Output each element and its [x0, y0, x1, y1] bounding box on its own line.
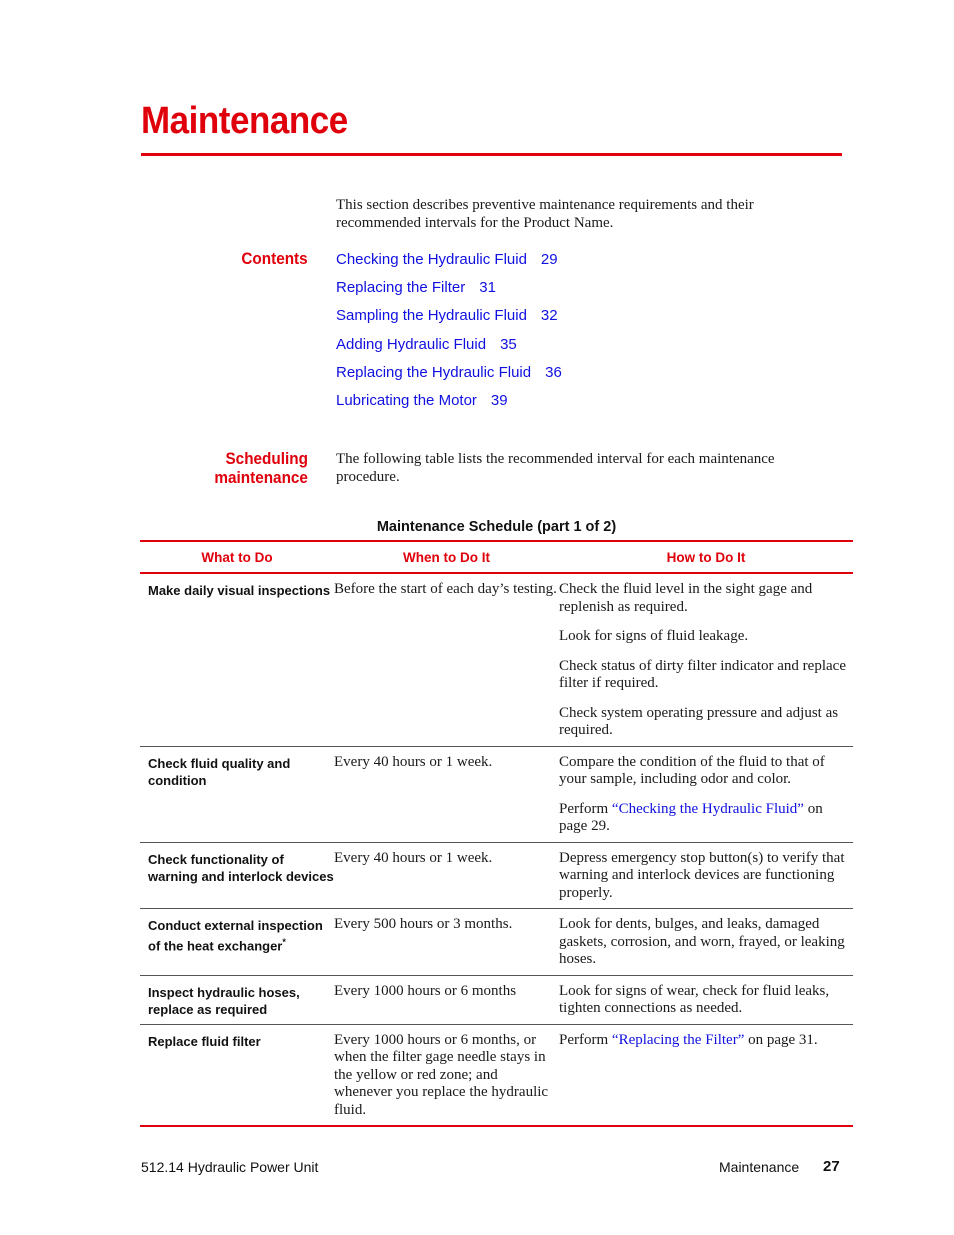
- when-to-do-cell: [334, 1024, 559, 1126]
- when-to-do-text: Every 500 hours or 3 months.: [334, 916, 513, 932]
- how-to-do-text: Look for dents, bulges, and leaks, damaged gaskets, corrosion, and worn, frayed, or leaking hoses.: [559, 916, 845, 967]
- when-to-do-text: Every 1000 hours or 6 months: [334, 982, 517, 999]
- contents-link-page: 32: [540, 307, 558, 325]
- scheduling-heading: [214, 449, 308, 487]
- when-to-do-text: Before the start of each day’s testing.: [334, 581, 557, 597]
- reference-suffix: on page 29.: [559, 800, 823, 834]
- contents-link[interactable]: [336, 250, 562, 278]
- how-to-do-reference: [559, 801, 847, 836]
- what-to-do-cell: [140, 842, 334, 909]
- contents-link-label: Checking the Hydraulic Fluid: [336, 251, 527, 268]
- title-rule: [141, 153, 842, 156]
- contents-heading: Contents: [241, 249, 308, 268]
- what-to-do-text: Check fluid quality and condition: [148, 755, 291, 788]
- when-to-do-cell: [334, 975, 559, 1024]
- cross-reference-link[interactable]: “Checking the Hydraulic Fluid”: [611, 800, 804, 817]
- contents-link-page: 36: [545, 363, 562, 381]
- intro-paragraph: This section describes preventive maintenance requirements and their recommended intervals for the Product Name.: [336, 197, 754, 231]
- table-caption: Maintenance Schedule (part 1 of 2): [376, 519, 617, 535]
- what-to-do-cell: [140, 1024, 334, 1126]
- cross-reference-link[interactable]: “Replacing the Filter”: [611, 1031, 745, 1048]
- contents-link-label: Lubricating the Motor: [336, 391, 477, 409]
- how-to-do-cell: [559, 1024, 853, 1126]
- table-row: [140, 842, 853, 909]
- scheduling-heading-line1: Scheduling: [225, 449, 308, 468]
- footer-section: Maintenance: [719, 1159, 800, 1175]
- how-to-do-reference: [559, 1032, 847, 1050]
- how-to-do-text: Check system operating pressure and adjust as required.: [559, 704, 839, 738]
- what-to-do-cell: [140, 909, 334, 976]
- what-to-do-text: Replace fluid filter: [148, 1033, 261, 1049]
- table-row: [140, 975, 853, 1024]
- header-how: How to Do It: [559, 541, 853, 573]
- scheduling-paragraph: The following table lists the recommended interval for each maintenance procedure.: [336, 451, 775, 485]
- maintenance-schedule-table: [140, 540, 853, 1127]
- when-to-do-text: Every 1000 hours or 6 months, or when the filter gage needle stays in the yellow or red zone; and whenever you replace the hydraulic fluid.: [334, 1031, 549, 1118]
- contents-link[interactable]: [336, 363, 562, 391]
- header-when: When to Do It: [334, 541, 559, 573]
- table-row: [140, 909, 853, 976]
- how-to-do-cell: [559, 573, 853, 746]
- table-row: [140, 1024, 853, 1126]
- contents-link[interactable]: [336, 391, 562, 419]
- contents-link[interactable]: [336, 306, 562, 334]
- when-to-do-cell: [334, 909, 559, 976]
- contents-link-page: 31: [479, 279, 496, 297]
- how-to-do-text: Look for signs of wear, check for fluid leaks, tighten connections as needed.: [559, 982, 830, 1016]
- footer-page-number: 27: [823, 1158, 840, 1175]
- when-to-do-cell: [334, 842, 559, 909]
- when-to-do-cell: [334, 746, 559, 842]
- how-to-do-text: Compare the condition of the fluid to that of your sample, including odor and color.: [559, 753, 825, 787]
- what-to-do-text: Inspect hydraulic hoses, replace as required: [148, 984, 300, 1017]
- how-to-do-text: Check the fluid level in the sight gage and replenish as required.: [559, 581, 813, 615]
- how-to-do-text: Look for signs of fluid leakage.: [559, 628, 749, 644]
- how-to-do-cell: [559, 842, 853, 909]
- contents-link[interactable]: [336, 335, 562, 363]
- footnote-marker: *: [282, 937, 286, 947]
- contents-link-label: Replacing the Hydraulic Fluid: [336, 363, 532, 381]
- reference-prefix: Perform: [559, 1031, 612, 1048]
- contents-link-label: Replacing the Filter: [336, 279, 466, 297]
- when-to-do-text: Every 40 hours or 1 week.: [334, 753, 493, 770]
- table-row: [140, 573, 853, 746]
- contents-link-page: 35: [500, 335, 517, 353]
- table-header-row: [140, 541, 853, 573]
- contents-list: [336, 250, 562, 419]
- footer-document-title: 512.14 Hydraulic Power Unit: [141, 1159, 319, 1175]
- when-to-do-cell: [334, 573, 559, 746]
- contents-link-label: Sampling the Hydraulic Fluid: [336, 307, 527, 325]
- what-to-do-text: Conduct external inspection of the heat exchanger: [148, 918, 323, 954]
- what-to-do-cell: [140, 746, 334, 842]
- table-row: [140, 746, 853, 842]
- contents-link-label: Adding Hydraulic Fluid: [336, 335, 487, 353]
- what-to-do-text: Make daily visual inspections: [148, 583, 331, 598]
- when-to-do-text: Every 40 hours or 1 week.: [334, 849, 493, 866]
- reference-prefix: Perform: [559, 800, 612, 817]
- scheduling-heading-line2: maintenance: [214, 468, 308, 487]
- contents-link-page: 39: [490, 391, 508, 409]
- what-to-do-cell: [140, 573, 334, 746]
- what-to-do-cell: [140, 975, 334, 1024]
- how-to-do-cell: [559, 975, 853, 1024]
- contents-link[interactable]: [336, 278, 562, 306]
- how-to-do-cell: [559, 746, 853, 842]
- page-title: Maintenance: [141, 100, 348, 142]
- how-to-do-cell: [559, 909, 853, 976]
- what-to-do-text: Check functionality of warning and interlock devices: [148, 851, 334, 884]
- reference-suffix: on page 31.: [744, 1031, 818, 1048]
- how-to-do-text: Depress emergency stop button(s) to verify that warning and interlock devices are functioning properly.: [559, 849, 845, 901]
- contents-link-page: 29: [540, 251, 558, 268]
- how-to-do-text: Check status of dirty filter indicator and replace filter if required.: [559, 657, 846, 691]
- header-what: What to Do: [140, 541, 334, 573]
